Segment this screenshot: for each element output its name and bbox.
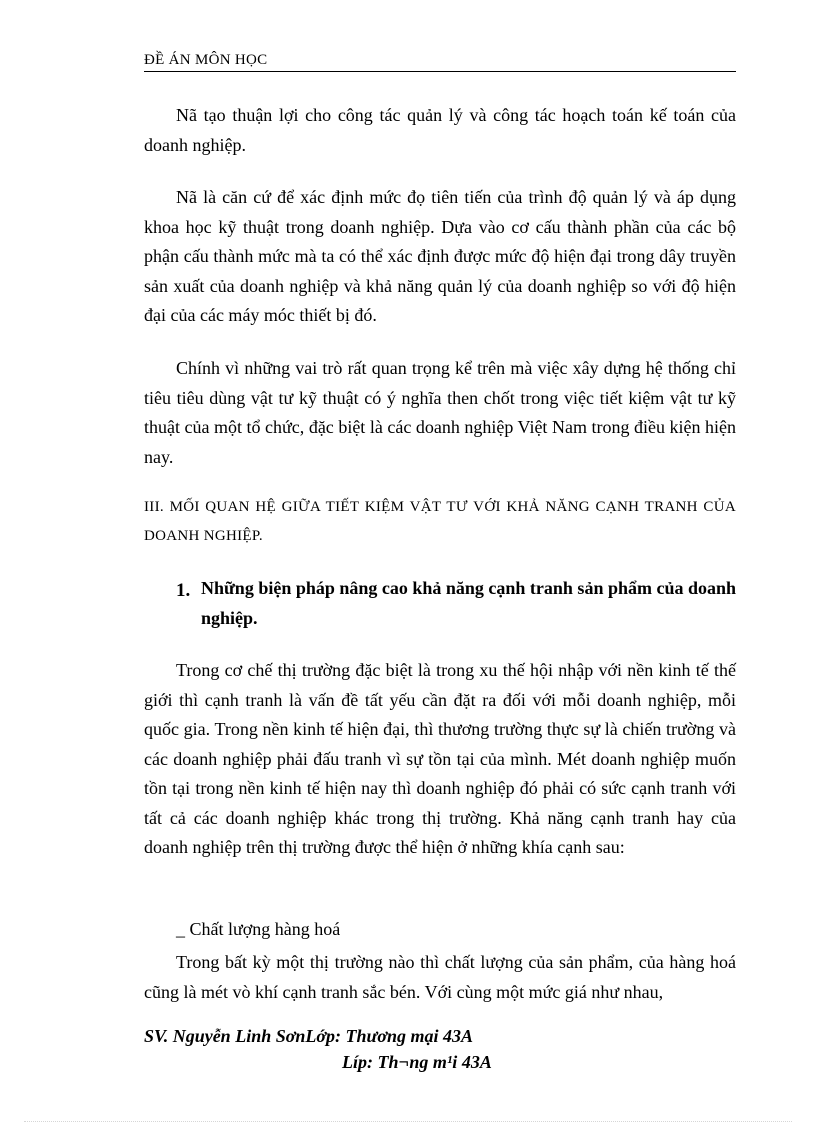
paragraph-1: Nã tạo thuận lợi cho công tác quản lý và công tác hoạch toán kế toán của doanh nghiệp. <box>144 105 736 155</box>
page-boundary <box>24 1121 792 1122</box>
paragraph-3: Chính vì những vai trò rất quan trọng kể trên mà việc xây dựng hệ thống chỉ tiêu tiêu dùng vật tư kỹ thuật có ý nghĩa then chốt trong việc tiết kiệm vật tư kỹ thuật của một tổ chức, đặc biệt là các doanh nghiệp Việt Nam trong điều kiện hiện nay. <box>144 358 736 467</box>
last-paragraph: Trong bất kỳ một thị trường nào thì chất lượng của sản phẩm, của hàng hoá cũng là mét vò khí cạnh tranh sắc bén. Với cùng một mức giá như nhau, <box>144 952 736 1002</box>
page-header: ĐỀ ÁN MÔN HỌC <box>144 52 736 72</box>
body-paragraph: Trong cơ chế thị trường đặc biệt là trong xu thế hội nhập với nền kinh tế thế giới thì cạnh tranh là vấn đề tất yếu cần đặt ra đối với mỗi doanh nghiệp, mỗi quốc gia. Trong nền kinh tế hiện đại, thì thương trường thực sự là chiến trường và các doanh nghiệp phải đấu tranh vì sự tồn tại của mình. Mét doanh nghiệp muốn tồn tại trong nền kinh tế hiện nay thì doanh nghiệp đó phải có sức cạnh tranh với tất cả các doanh nghiệp khác trong thị trường. Khả năng cạnh tranh hay của doanh nghiệp trên thị trường được thể hiện ở những khía cạnh sau: <box>144 660 736 857</box>
footer-line-2: Líp: Th¬ng m¹i 43A <box>342 1052 492 1072</box>
subheading-text: Những biện pháp nâng cao khả năng cạnh tranh sản phẩm của doanh nghiệp. <box>201 578 736 628</box>
footer-line-1: SV. Nguyễn Linh SơnLớp: Thương mại 43A <box>144 1026 474 1046</box>
subheading <box>176 574 736 633</box>
bullet-item: _ Chất lượng hàng hoá <box>176 919 341 939</box>
section-heading: III. MỐI QUAN HỆ GIỮA TIẾT KIỆM VẬT TƯ VỚI KHẢ NĂNG CẠNH TRANH CỦA DOANH NGHIỆP. <box>144 499 736 544</box>
subheading-number: 1. <box>176 580 191 601</box>
paragraph-2: Nã là căn cứ để xác định mức đọ tiên tiến của trình độ quản lý và áp dụng khoa học kỹ thuật trong doanh nghiệp. Dựa vào cơ cấu thành phần của các bộ phận cấu thành mức mà ta có thể xác định được mức độ hiện đại trong dây truyền sản xuất của doanh nghiệp và khả năng quản lý của doanh nghiệp so với độ hiện đại của các máy móc thiết bị đó. <box>144 187 736 325</box>
